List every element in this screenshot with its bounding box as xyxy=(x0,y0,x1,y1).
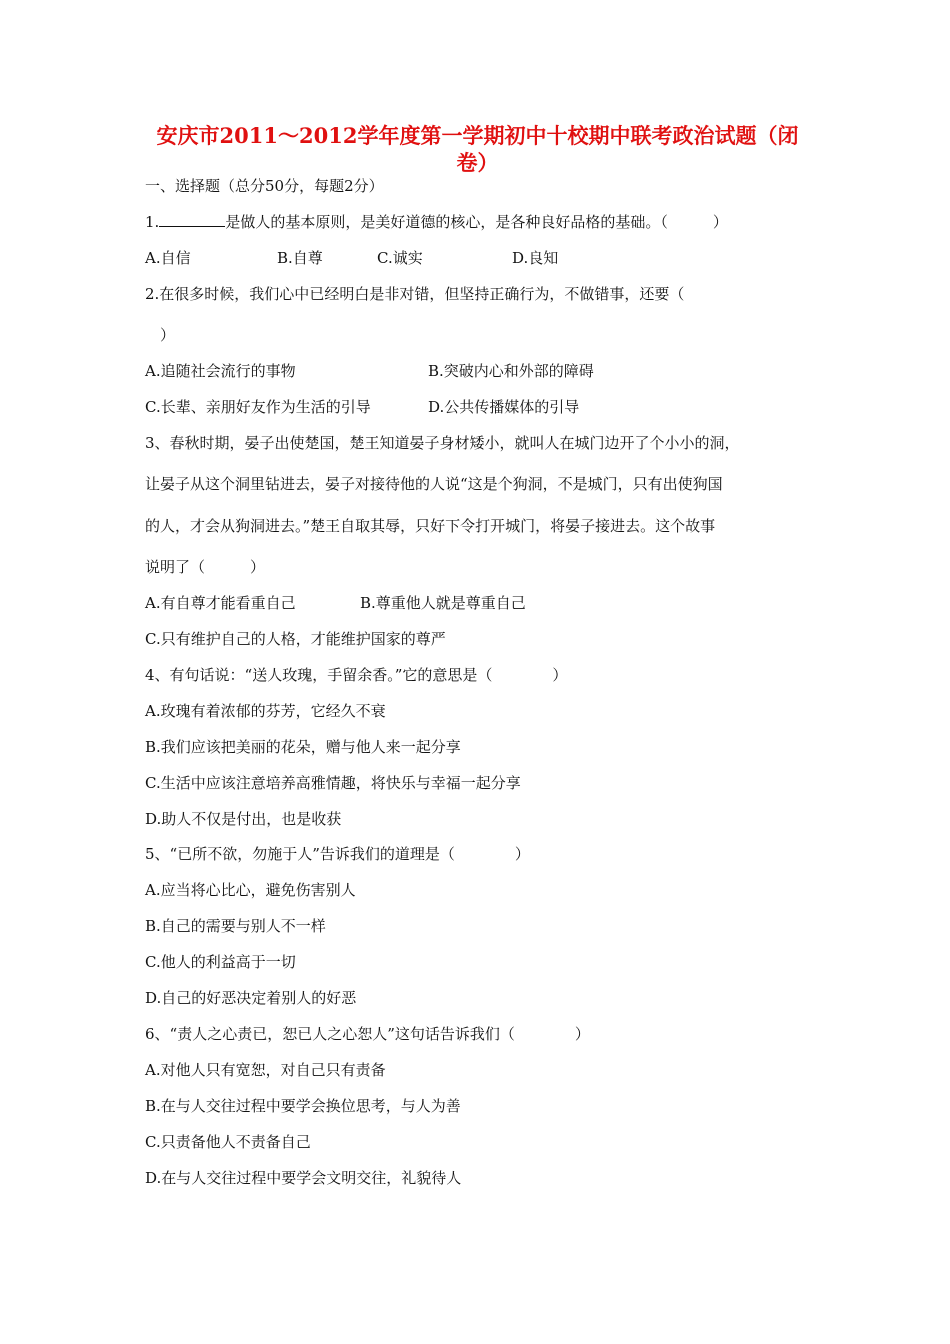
q2-stem-line-2: ） xyxy=(160,326,176,344)
q2-stem-line-1: 2.在很多时候，我们心中已经明白是非对错，但坚持正确行为，不做错事，还要（ xyxy=(145,285,685,303)
q3-stem-line-3: 的人，才会从狗洞进去。”楚王自取其辱，只好下令打开城门，将晏子接进去。这个故事 xyxy=(145,517,716,535)
q6-stem: 6、“责人之心责已，恕已人之心恕人”这句话告诉我们（ ） xyxy=(145,1025,590,1043)
q3-option-a: A.有自尊才能看重自己 xyxy=(145,594,296,612)
question-1 xyxy=(145,212,728,232)
q4-option-b: B.我们应该把美丽的花朵，赠与他人来一起分享 xyxy=(145,738,461,756)
q3-stem-line-4: 说明了（ ） xyxy=(145,558,266,576)
q2-option-c: C.长辈、亲朋好友作为生活的引导 xyxy=(145,398,371,416)
q6-option-b: B.在与人交往过程中要学会换位思考，与人为善 xyxy=(145,1097,461,1115)
q6-option-a: A.对他人只有宽恕，对自己只有责备 xyxy=(145,1061,386,1079)
q6-option-d: D.在与人交往过程中要学会文明交往，礼貌待人 xyxy=(145,1169,462,1187)
q5-option-d: D.自己的好恶决定着别人的好恶 xyxy=(145,989,357,1007)
q1-option-b: B.自尊 xyxy=(277,249,323,267)
q6-option-c: C.只责备他人不责备自己 xyxy=(145,1133,311,1151)
title-line-2: 卷） xyxy=(456,150,499,175)
q2-option-b: B.突破内心和外部的障碍 xyxy=(428,362,594,380)
q5-option-a: A.应当将心比心，避免伤害别人 xyxy=(145,881,356,899)
q4-option-a: A.玫瑰有着浓郁的芬芳，它经久不衰 xyxy=(145,702,386,720)
q1-option-a: A.自信 xyxy=(145,249,191,267)
q3-option-c: C.只有维护自己的人格，才能维护国家的尊严 xyxy=(145,630,446,648)
q1-blank xyxy=(159,212,225,227)
q1-option-d: D.良知 xyxy=(512,249,559,267)
q5-option-c: C.他人的利益高于一切 xyxy=(145,953,296,971)
title-line-1: 安庆市2011～2012学年度第一学期初中十校期中联考政治试题（闭 xyxy=(156,123,799,148)
q2-option-d: D.公共传播媒体的引导 xyxy=(428,398,580,416)
q2-option-a: A.追随社会流行的事物 xyxy=(145,362,296,380)
q4-option-c: C.生活中应该注意培养高雅情趣，将快乐与幸福一起分享 xyxy=(145,774,521,792)
q1-number: 1. xyxy=(145,213,160,231)
q3-stem-line-1: 3、春秋时期，晏子出使楚国，楚王知道晏子身材矮小，就叫人在城门边开了个小小的洞， xyxy=(145,434,740,452)
q3-stem-line-2: 让晏子从这个洞里钻进去，晏子对接待他的人说“这是个狗洞，不是城门，只有出使狗国 xyxy=(145,475,723,493)
exam-title xyxy=(145,122,810,176)
q1-text: 是做人的基本原则，是美好道德的核心，是各种良好品格的基础。（ ） xyxy=(225,213,728,231)
q4-stem: 4、有句话说：“送人玫瑰，手留余香。”它的意思是（ ） xyxy=(145,666,568,684)
q3-option-b: B.尊重他人就是尊重自己 xyxy=(360,594,526,612)
q5-stem: 5、“已所不欲，勿施于人”告诉我们的道理是（ ） xyxy=(145,845,530,863)
q4-option-d: D.助人不仅是付出，也是收获 xyxy=(145,810,342,828)
q1-option-c: C.诚实 xyxy=(377,249,423,267)
q5-option-b: B.自己的需要与别人不一样 xyxy=(145,917,326,935)
section-heading: 一、选择题（总分50分，每题2分） xyxy=(145,177,384,195)
